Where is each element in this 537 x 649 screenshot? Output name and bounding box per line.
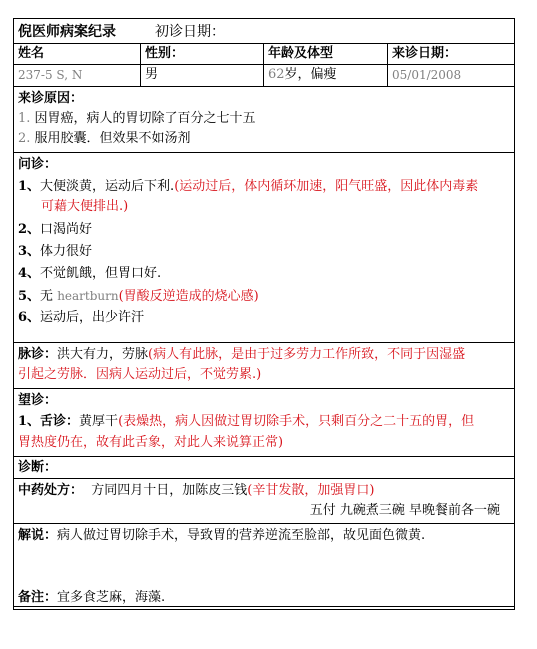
visit-reason-item: 1. 因胃癌，病人的胃切除了百分之七十五 bbox=[18, 111, 256, 126]
inquiry-section bbox=[14, 153, 514, 343]
sex-header: 性别： bbox=[141, 44, 264, 64]
visit-reason-item: 2. 服用胶囊．但效果不如汤剂 bbox=[18, 131, 191, 146]
pulse-label: 脉诊： bbox=[18, 347, 58, 362]
inspection-section bbox=[14, 389, 514, 457]
visit-reason-label: 来诊原因： bbox=[18, 91, 84, 106]
patient-age-build bbox=[264, 65, 388, 86]
inquiry-item: 2、口渴尚好 bbox=[18, 222, 93, 237]
inquiry-item: 5、无 heartburn(胃酸反逆造成的烧心感) bbox=[18, 289, 259, 304]
patient-build: 岁，偏瘦 bbox=[284, 67, 337, 82]
tongue-label: 1、舌诊： bbox=[18, 414, 80, 429]
patient-info-values-row bbox=[14, 65, 514, 87]
remarks-label: 备注： bbox=[18, 590, 58, 605]
record-title: 倪医师病案纪录 bbox=[18, 24, 116, 40]
pulse-section bbox=[14, 343, 514, 389]
explanation-label: 解说： bbox=[18, 528, 58, 543]
inquiry-item: 1、大便淡黄，运动后下利.(运动过后，体内循环加速，阳气旺盛，因此体内毒素 bbox=[18, 179, 479, 194]
tongue-note-cont: 胃热度仍在，故有此舌象，对此人来说算正常) bbox=[18, 435, 284, 450]
patient-sex: 男 bbox=[141, 65, 264, 86]
pulse-note-cont: 引起之劳脉．因病人运动过后，不觉劳累.) bbox=[18, 367, 262, 382]
prescription-line: 中药处方： 方同四月十日，加陈皮三钱(辛甘发散，加强胃口) bbox=[18, 483, 375, 498]
inquiry-item-note-cont: 可藉大便排出.) bbox=[41, 199, 129, 214]
prescription-section bbox=[14, 479, 514, 524]
remarks-section bbox=[13, 588, 515, 610]
visit-reason-section bbox=[14, 87, 514, 153]
visit-date-header: 来诊日期： bbox=[392, 46, 458, 61]
diagnosis-label: 诊断： bbox=[18, 460, 58, 475]
explanation-line: 解说：病人做过胃切除手术，导致胃的营养逆流至脸部，故见面色微黄. bbox=[18, 528, 426, 543]
diagnosis-section bbox=[14, 457, 514, 479]
inquiry-label: 问诊： bbox=[18, 157, 58, 172]
inquiry-item: 6、运动后，出少许汗 bbox=[18, 310, 145, 325]
age-build-header: 年龄及体型 bbox=[264, 44, 388, 64]
inquiry-item: 4、不觉飢餓，但胃口好. bbox=[18, 266, 162, 281]
patient-age: 62 bbox=[268, 67, 285, 82]
pulse-line: 脉诊：洪大有力，劳脉(病人有此脉，是由于过多劳力工作所致，不同于因湿盛 bbox=[18, 347, 466, 362]
medical-record-form bbox=[13, 18, 515, 610]
remarks-line: 备注：宜多食芝麻，海藻. bbox=[18, 590, 166, 605]
name-header: 姓名 bbox=[14, 44, 141, 64]
prescription-label: 中药处方： bbox=[18, 483, 84, 498]
tongue-line: 1、舌诊：黄厚干(表燥热，病人因做过胃切除手术，只剩百分之二十五的胃，但 bbox=[18, 414, 475, 429]
inspection-label: 望诊： bbox=[18, 393, 58, 408]
visit-date: 05/01/2008 bbox=[392, 68, 462, 82]
record-header bbox=[14, 19, 514, 44]
patient-id: 237-5 S, N bbox=[14, 65, 141, 86]
inquiry-item: 3、体力很好 bbox=[18, 244, 93, 259]
prescription-dosage: 五付 九碗煮三碗 早晚餐前各一碗 bbox=[309, 503, 500, 518]
first-visit-date-label: 初诊日期： bbox=[155, 24, 225, 40]
patient-info-header-row bbox=[14, 44, 514, 65]
